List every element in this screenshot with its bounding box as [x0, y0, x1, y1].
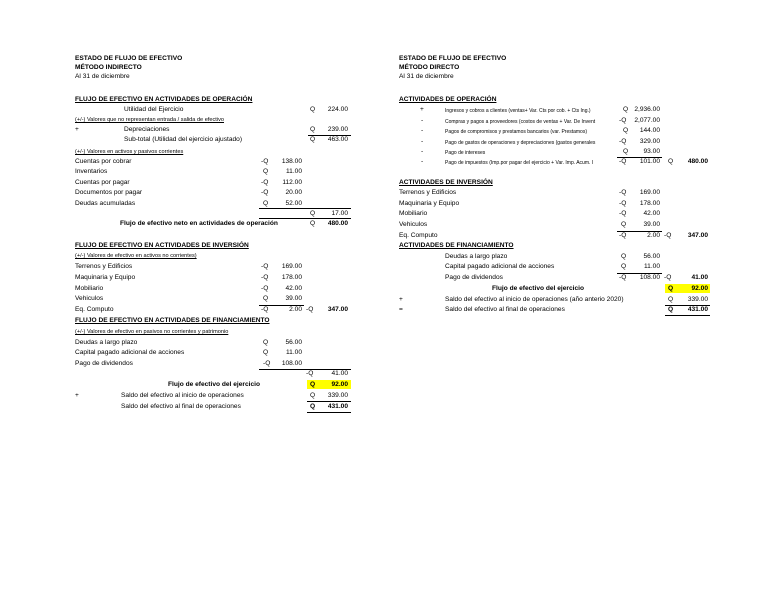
page-title: ESTADO DE FLUJO DE EFECTIVO	[399, 55, 507, 62]
list-item-label: Vehiculos	[399, 221, 428, 228]
list-item-amount: 169.00	[281, 263, 302, 270]
list-item-amount: 178.00	[281, 274, 302, 281]
divider	[665, 315, 710, 316]
date-label: Al 31 de diciembre	[75, 73, 130, 80]
list-item-amount: 112.00	[282, 179, 302, 186]
list-item-amount: 2,077.00	[634, 117, 660, 124]
list-item-label: Maquinaria y Equipo	[399, 200, 460, 207]
divider	[259, 218, 351, 219]
list-item-amount: 56.00	[285, 339, 302, 346]
page-title: ESTADO DE FLUJO DE EFECTIVO	[75, 55, 183, 62]
list-item-amount: 108.00	[281, 360, 302, 367]
utilidad-label: Utilidad del Ejercicio	[124, 106, 184, 113]
list-item-amount: 169.00	[639, 189, 660, 196]
list-item-label: Mobiliario	[399, 210, 428, 217]
list-item-label: Pago de dividendos	[75, 360, 133, 367]
opening-balance-label: Saldo del efectivo al inicio de operaciones (año anterio 2020)	[445, 296, 624, 303]
financing-total-amount: 41.00	[691, 274, 708, 281]
list-item-label: Deudas acumuladas	[75, 200, 136, 207]
closing-balance-label: Saldo del efectivo al final de operaciones	[121, 403, 241, 410]
list-item-label: Inventarios	[75, 168, 108, 175]
closing-balance-label: Saldo del efectivo al final de operaciones	[445, 306, 565, 313]
subtotal-amount: 463.00	[327, 136, 348, 143]
method-title: MÉTODO DIRECTO	[399, 64, 460, 71]
financing-total-amount: 41.00	[331, 370, 348, 377]
list-item-label: Pago de gastos de operaciones y depreciaciones (gastos generales	[445, 140, 596, 146]
divider	[307, 401, 351, 402]
list-item-label: Pagos de compromisos y prestamos bancarios (var. Prestamos)	[445, 129, 587, 135]
list-item-amount: 39.00	[643, 221, 660, 228]
list-item-amount: 138.00	[281, 158, 302, 165]
financing-header: ACTIVIDADES DE FINANCIAMIENTO	[399, 242, 514, 249]
operating-subtotal: 17.00	[331, 210, 348, 217]
list-item-label: Cuentas por pagar	[75, 179, 130, 186]
net-flow-amount: 92.00	[331, 381, 348, 388]
depreciation-amount: 239.00	[327, 126, 348, 133]
list-item-amount: 52.00	[285, 200, 302, 207]
list-item-amount: 39.00	[285, 295, 302, 302]
list-item-amount: 101.00	[639, 158, 660, 165]
list-item-amount: 2.00	[289, 306, 302, 313]
operating-total-label: Flujo de efectivo neto en actividades de operación	[120, 220, 278, 227]
subtotal-label: Sub-total (Utilidad del ejercicio ajustado)	[124, 136, 243, 143]
list-item-label: Terrenos y Edificios	[399, 189, 457, 196]
list-item-amount: 2.00	[647, 232, 660, 239]
opening-balance-amount: 339.00	[327, 392, 348, 399]
list-item-amount: 93.00	[643, 148, 660, 155]
list-item-label: Documentos por pagar	[75, 189, 143, 196]
assets-liabilities-header: (+/-) Valores en activos y pasivos corrientes	[75, 149, 184, 155]
list-item-label: Pago de impuestos (Imp.por pagar del ejercicio + Var. Imp. Acum. I	[445, 160, 594, 166]
operating-total-amount: 480.00	[327, 220, 348, 227]
divider	[307, 412, 351, 413]
date-label: Al 31 de diciembre	[399, 73, 454, 80]
list-item-amount: 11.00	[643, 263, 660, 270]
list-item-amount: 178.00	[639, 200, 660, 207]
list-item-amount: 11.00	[285, 168, 302, 175]
list-item-amount: 11.00	[285, 349, 302, 356]
operating-header: ACTIVIDADES DE OPERACIÓN	[399, 96, 497, 103]
investing-subheader: (+/-) Valores de efectivo en activos no corrientes)	[75, 253, 197, 259]
list-item-amount: 108.00	[639, 274, 660, 281]
list-item-label: Capital pagado adicional de acciones	[75, 349, 185, 356]
list-item-label: Eq. Computo	[399, 232, 438, 239]
list-item-label: Cuentas por cobrar	[75, 158, 132, 165]
investing-header: FLUJO DE EFECTIVO EN ACTIVIDADES DE INVERSIÓN	[75, 242, 249, 249]
divider	[259, 208, 351, 209]
list-item-label: Mobiliario	[75, 285, 104, 292]
list-item-amount: 2,936.00	[634, 106, 660, 113]
list-item-label: Pago de intereses	[445, 150, 486, 156]
list-item-label: Pago de dividendos	[445, 274, 503, 281]
closing-balance-amount: 431.00	[327, 403, 348, 410]
list-item-label: Ingresos y cobros a clientes (ventas+ Var. Cts por cob. + Cts Ing.)	[445, 108, 591, 114]
divider	[617, 273, 662, 274]
closing-balance-amount: 431.00	[687, 306, 708, 313]
financing-subheader: (+/-) Valores de efectivo en pasivos no corrientes y patrimonio	[75, 329, 229, 335]
list-item-label: Eq. Computo	[75, 306, 114, 313]
list-item-label: Deudas a largo plazo	[445, 253, 508, 260]
list-item-amount: 329.00	[639, 138, 660, 145]
depreciation-label: Depreciaciones	[124, 126, 170, 133]
list-item-label: Vehiculos	[75, 295, 104, 302]
investing-header: ACTIVIDADES DE INVERSIÓN	[399, 179, 493, 186]
divider	[617, 157, 662, 158]
investing-total-amount: 347.00	[687, 232, 708, 239]
list-item-label: Deudas a largo plazo	[75, 339, 138, 346]
list-item-amount: 42.00	[285, 285, 302, 292]
method-title: MÉTODO INDIRECTO	[75, 64, 142, 71]
divider	[259, 305, 304, 306]
divider	[617, 231, 662, 232]
list-item-label: Maquinaria y Equipo	[75, 274, 136, 281]
utilidad-amount: 224.00	[327, 106, 348, 113]
list-item-amount: 42.00	[643, 210, 660, 217]
net-flow-label: Flujo de efectivo del ejercicio	[492, 285, 584, 292]
list-item-label: Terrenos y Edificios	[75, 263, 133, 270]
list-item-label: Capital pagado adicional de acciones	[445, 263, 555, 270]
list-item-label: Compras y pagos a proveedores (costos de ventas + Var. De Invent	[445, 119, 596, 125]
opening-balance-amount: 339.00	[687, 296, 708, 303]
opening-balance-label: Saldo del efectivo al inicio de operaciones	[121, 392, 244, 399]
operating-total-amount: 480.00	[687, 158, 708, 165]
non-cash-header: (+/-) Valores que no representan entrada / salida de efectivo	[75, 117, 224, 123]
net-flow-label: Flujo de efectivo del ejercicio	[168, 381, 260, 388]
list-item-amount: 144.00	[639, 127, 660, 134]
operating-header: FLUJO DE EFECTIVO EN ACTIVIDADES DE OPERACIÓN	[75, 96, 253, 103]
list-item-amount: 56.00	[643, 253, 660, 260]
net-flow-amount: 92.00	[691, 285, 708, 292]
financing-header: FLUJO DE EFECTIVO EN ACTIVIDADES DE FINANCIAMIENTO	[75, 317, 270, 324]
investing-total-amount: 347.00	[327, 306, 348, 313]
list-item-amount: 20.00	[285, 189, 302, 196]
